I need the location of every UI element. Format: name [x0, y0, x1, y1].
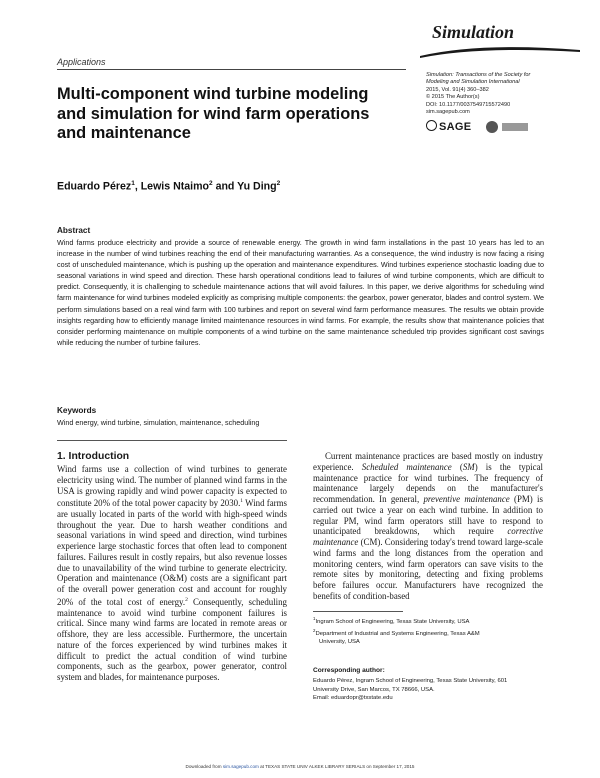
crossmark-icon[interactable]: [486, 120, 530, 134]
journal-swoosh-icon: [420, 44, 580, 58]
body-column-right: [313, 451, 543, 602]
sage-logo: SAGE: [426, 120, 471, 133]
journal-info-line: Modeling and Simulation International: [426, 79, 520, 86]
abstract-heading: Abstract: [57, 226, 91, 235]
correspondence-text: Eduardo Pérez, Ingram School of Engineering, Texas State University, 601 University Drive, San Marcos, TX 78666, USA. Email: eduardopr@txstate.edu: [313, 677, 553, 703]
section-label: Applications: [57, 57, 106, 67]
author-affil: 1: [131, 180, 135, 187]
journal-logo: [420, 22, 580, 62]
article-title: Multi-component wind turbine modeling and simulation for wind farm operations and maintenance: [57, 85, 370, 142]
author-list: Eduardo Pérez$^1$, Lewis Ntaimo$^2$ and Yu Ding$^2$: [57, 180, 281, 193]
correspondence-heading: Corresponding author:: [313, 667, 385, 674]
footnote-ref[interactable]: 2: [185, 596, 188, 603]
footnote-ref[interactable]: 1: [240, 498, 244, 505]
publisher-logos: [426, 120, 536, 136]
author-name: Yu Ding: [237, 180, 277, 193]
journal-url[interactable]: sim.sagepub.com: [426, 109, 470, 116]
sage-ring-icon: [426, 120, 437, 131]
author-name: Lewis Ntaimo: [140, 180, 209, 193]
journal-info-line: 2015, Vol. 91(4) 360–382: [426, 86, 489, 93]
body-column-left: [57, 464, 287, 683]
correspondence-email[interactable]: Email: eduardopr@txstate.edu: [313, 695, 393, 702]
journal-info: [426, 72, 586, 116]
journal-name: Simulation: [432, 22, 515, 42]
keywords-heading: Keywords: [57, 406, 97, 415]
journal-info-line: Simulation: Transactions of the Society for: [426, 72, 531, 78]
body-paragraph: Current maintenance practices are based mostly on industry experience. Scheduled maintenance (SM) is the typical maintenance practice for wind turbines. The frequency of maintenance largely depends on the manufacturer's recommendation. In general, preventive maintenance (PM) is carried out twice a year on each wind turbine. In addition to regular PM, wind farm operators still have to respond to unanticipated breakdowns, which require corrective maintenance (CM). Considering today's trend toward large-scale wind farms and the long distances from the operation and monitoring centers, wind farm operators can save visits to the remote sites by monitoring, detecting and fixing problems before failures occur. Manufacturers have recognized the benefits of condition-based: [313, 451, 543, 601]
author-name: Eduardo Pérez: [57, 180, 132, 193]
journal-info-line: © 2015 The Author(s): [426, 94, 480, 101]
download-notice: Downloaded from sim.sagepub.com at TEXAS STATE UNIV ALKEK LIBRARY SERIALS on September 17, 2015: [185, 764, 415, 769]
author-affil: 2: [276, 180, 281, 187]
affiliation: $^1$Ingram School of Engineering, Texas State University, USA: [313, 616, 470, 625]
affiliation-cont: University, USA: [319, 639, 360, 646]
section-divider: [57, 440, 287, 441]
affiliations: [313, 615, 553, 647]
footnote-divider: [313, 611, 403, 612]
body-paragraph: Wind farms use a collection of wind turbines to generate electricity using wind. The number of planned wind farms in the USA is growing rapidly and wind power capacity is expected to constitute 20% of the total power capacity by 2030.$^1$ Wind farms are usually located in parts of the world with high-speed winds throughout the year. Due to harsh weather conditions and seasonal variations in wind speed and direction, wind turbines experience large stochastic forces that often lead to component failures. Failures result in costly repairs, but also revenue losses due to unavailability of the wind turbine to generate electricity. Operation and maintenance (O&M) costs are a significant part of the overall power generation cost and account for roughly 20% of the total cost of energy.$^2$ Consequently, scheduling maintenance to avoid wind turbine component failures is critical. Since many wind farms are located in remote areas or offshore, they are less accessible. Furthermore, the uncertain nature of the forces experienced by wind turbines makes it difficult to predict the actual condition of wind turbine components, such as the gearbox, power generator, control system and blades, for maintenance purposes.: [57, 464, 287, 683]
doi: DOI: 10.1177/0037549715572490: [426, 101, 511, 108]
intro-heading: 1. Introduction: [57, 451, 130, 462]
abstract-text: Wind farms produce electricity and provide a source of renewable energy. The growth in wind farm installations in the past 10 years has led to an increase in the number of wind turbines reaching the end of their manufacturing warranties. As a consequence, the wind industry is now facing a rising cost of unscheduled maintenance, which is pushing up the operation and maintenance expenditures. Wind turbines experience stochastic loading due to seasonal variations in wind speed and direction. These harsh operational conditions lead to failures of wind turbine components, which are difficult to predict. Consequently, it is challenging to schedule maintenance actions that will avoid failures. In this paper, we derive algorithms for scheduling wind farm maintenance for wind turbines modeled explicitly as comprising multiple components: the gearbox, power generator, blades and control system. We perform simulations based on a real wind farm with 100 turbines and report on several wind farm performance measures. The results we obtain provide insights regarding how to efficiently manage limited maintenance resources in wind farms. For example, the results show that maintenance policies that consider performing maintenance on multiple components of a wind turbine on the same maintenance scheduled trip provides significant cost savings while reducing the number of turbine failures.: [57, 238, 544, 347]
section-divider: [57, 69, 406, 70]
keywords-text: Wind energy, wind turbine, simulation, maintenance, scheduling: [57, 418, 260, 427]
author-affil: 2: [209, 180, 213, 187]
download-link[interactable]: sim.sagepub.com: [222, 764, 259, 769]
affiliation: $^2$Department of Industrial and Systems Engineering, Texas A&M: [313, 627, 480, 637]
